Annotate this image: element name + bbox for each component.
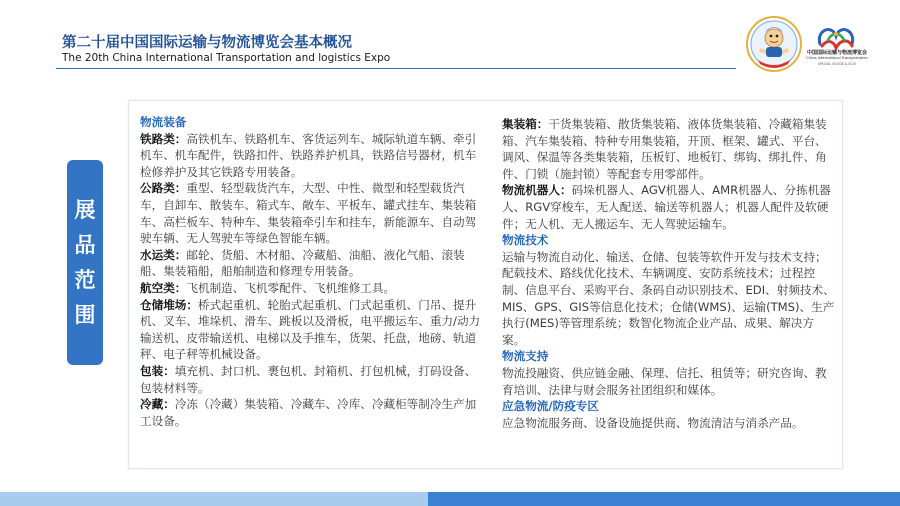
- list-item: 航空类：飞机制造、飞机零配件、飞机维修工具。: [140, 280, 396, 295]
- list-item: 包装：填充机、封口机、裹包机、封箱机、打包机械，打码设备、包装材料等。: [140, 363, 477, 395]
- list-item: 铁路类：高铁机车、铁路机车、客货运列车、城际轨道车辆、牵引机车、机车配件，铁路扣件、铁路养护机具，铁路信号器材，机车检修养护及其它铁路专用装备。: [140, 131, 477, 179]
- section-title-logistics-support: 物流支持: [502, 349, 549, 364]
- tab-char: 展: [74, 197, 96, 222]
- exhibit-scope-tab: [67, 160, 103, 365]
- expo-logo-icon: [806, 18, 868, 76]
- section-text: 应急物流服务商、设备设施提供商、物流清洁与消杀产品。: [502, 415, 804, 430]
- header-divider: [56, 68, 736, 69]
- expo-logo-sub: SPECIAL GOODS & SCIO: [817, 62, 857, 66]
- list-item: 冷藏：冷冻（冷藏）集装箱、冷藏车、冷库、冷藏柜等制冷生产加工设备。: [140, 397, 477, 428]
- list-item: 水运类：邮轮、货船、木材船、冷藏船、油船、液化气船、滚装船、集装箱船，船舶制造和修理专用装备。: [140, 247, 465, 279]
- page-subtitle: The 20th China International Transportation and logistics Expo: [62, 52, 391, 64]
- expo-logo-name: 中国国际运输与物流博览会: [806, 50, 867, 56]
- tab-char: 围: [74, 302, 96, 327]
- right-column: [502, 116, 835, 431]
- section-title-emergency-logistics: 应急物流/防疫专区: [502, 399, 599, 414]
- list-item: 公路类：重型、轻型载货汽车，大型、中性、微型和轻型载货汽车，自卸车、散装车、箱式车、敞车、平板车、罐式挂车、集装箱车、高栏板车、特种车、集装箱牵引车和挂车，新能源车、自动驾驶车辆、无人驾驶车等绿色智能车辆。: [140, 181, 477, 246]
- section-title-logistics-equipment: 物流装备: [140, 115, 187, 129]
- tab-char: 范: [74, 267, 96, 292]
- section-text: 运输与物流自动化、输送、仓储、包装等软件开发与技术支持；配载技术、路线优化技术、车辆调度、安防系统技术；过程控制、信息平台、采购平台、条码自动识别技术、EDI、射频技术、MIS、GPS、GIS等信息化技术；仓储(WMS)、运输(TMS)、生产执行(MES)等管理系统；数智化物流企业产品、成果、解决方案。: [502, 249, 835, 347]
- section-text: 物流投融资、供应链金融、保理、信托、租赁等；研究咨询、教育培训、法律与财会服务社团组织和媒体。: [502, 365, 827, 397]
- list-item: 仓储堆场：桥式起重机、轮胎式起重机、门式起重机、门吊、提升机、叉车、堆垛机、滑车、跳板以及滑板，电平搬运车、重力/动力输送机、皮带输送机、电梯以及手推车，货架、托盘，地磅、轨道秤、电子秤等机械设备。: [140, 297, 481, 362]
- left-column: [140, 114, 484, 429]
- page-title: 第二十届中国国际运输与物流博览会基本概况: [62, 34, 352, 51]
- list-item: 物流机器人：码垛机器人、AGV机器人、AMR机器人、分拣机器人、RGV穿梭车，无人配送、输送等机器人；机器人配件及软硬件；无人机、无人搬运车、无人驾驶运输车。: [502, 183, 831, 231]
- expo-logo-en: China International Transportation: [806, 56, 868, 60]
- tab-char: 品: [74, 232, 96, 257]
- footer-bar-light: [0, 492, 428, 506]
- footer-bar-dark: [428, 492, 900, 506]
- mascot-logo-icon: [744, 14, 804, 76]
- list-item: 集装箱：干货集装箱、散货集装箱、液体货集装箱、冷藏箱集装箱、汽车集装箱、特种专用集装箱，开顶、框架、罐式、平台、调风、保温等各类集装箱，压板钉、地板钉、绑钩、绑扎件、角件、门锁（施封锁）等配套专用零部件。: [502, 117, 827, 181]
- section-title-logistics-tech: 物流技术: [502, 233, 549, 248]
